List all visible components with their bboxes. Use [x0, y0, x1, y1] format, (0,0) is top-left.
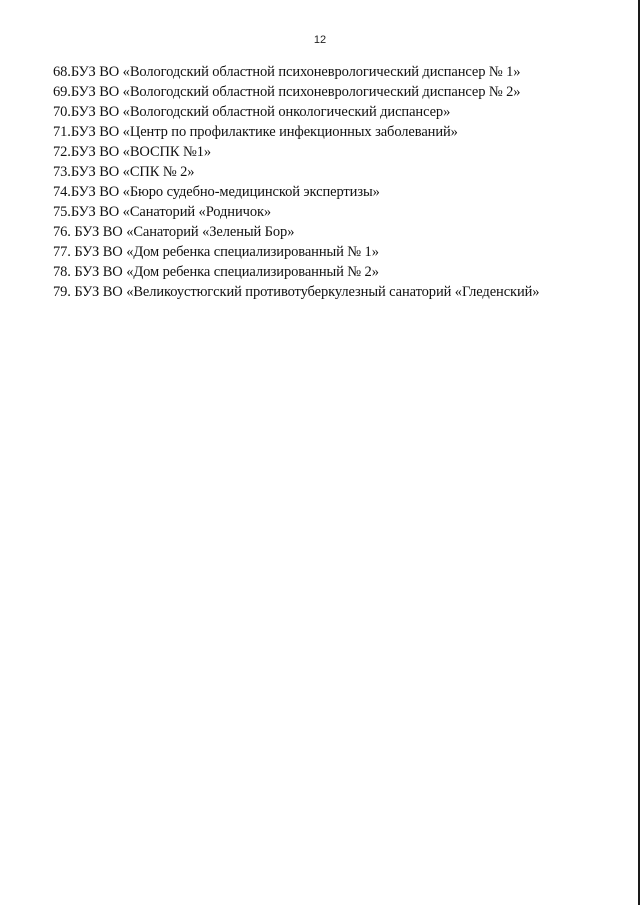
- list-item: 73.БУЗ ВО «СПК № 2»: [53, 164, 195, 180]
- list-item: 69.БУЗ ВО «Вологодский областной психоневрологический диспансер № 2»: [53, 84, 521, 100]
- page-number: 12: [313, 34, 327, 46]
- list-item: 77. БУЗ ВО «Дом ребенка специализированный № 1»: [53, 244, 379, 260]
- list-item: 68.БУЗ ВО «Вологодский областной психоневрологический диспансер № 1»: [53, 64, 521, 80]
- institution-list: [53, 62, 623, 302]
- list-item: 72.БУЗ ВО «ВОСПК №1»: [53, 144, 212, 160]
- list-item: 78. БУЗ ВО «Дом ребенка специализированный № 2»: [53, 264, 379, 280]
- list-item: 70.БУЗ ВО «Вологодский областной онкологический диспансер»: [53, 104, 451, 120]
- list-item: 76. БУЗ ВО «Санаторий «Зеленый Бор»: [53, 224, 295, 240]
- list-item: 74.БУЗ ВО «Бюро судебно-медицинской экспертизы»: [53, 184, 380, 200]
- list-item: 79. БУЗ ВО «Великоустюгский противотуберкулезный санаторий «Гледенский»: [53, 284, 540, 300]
- list-item: 71.БУЗ ВО «Центр по профилактике инфекционных заболеваний»: [53, 124, 458, 140]
- list-item: 75.БУЗ ВО «Санаторий «Родничок»: [53, 204, 272, 220]
